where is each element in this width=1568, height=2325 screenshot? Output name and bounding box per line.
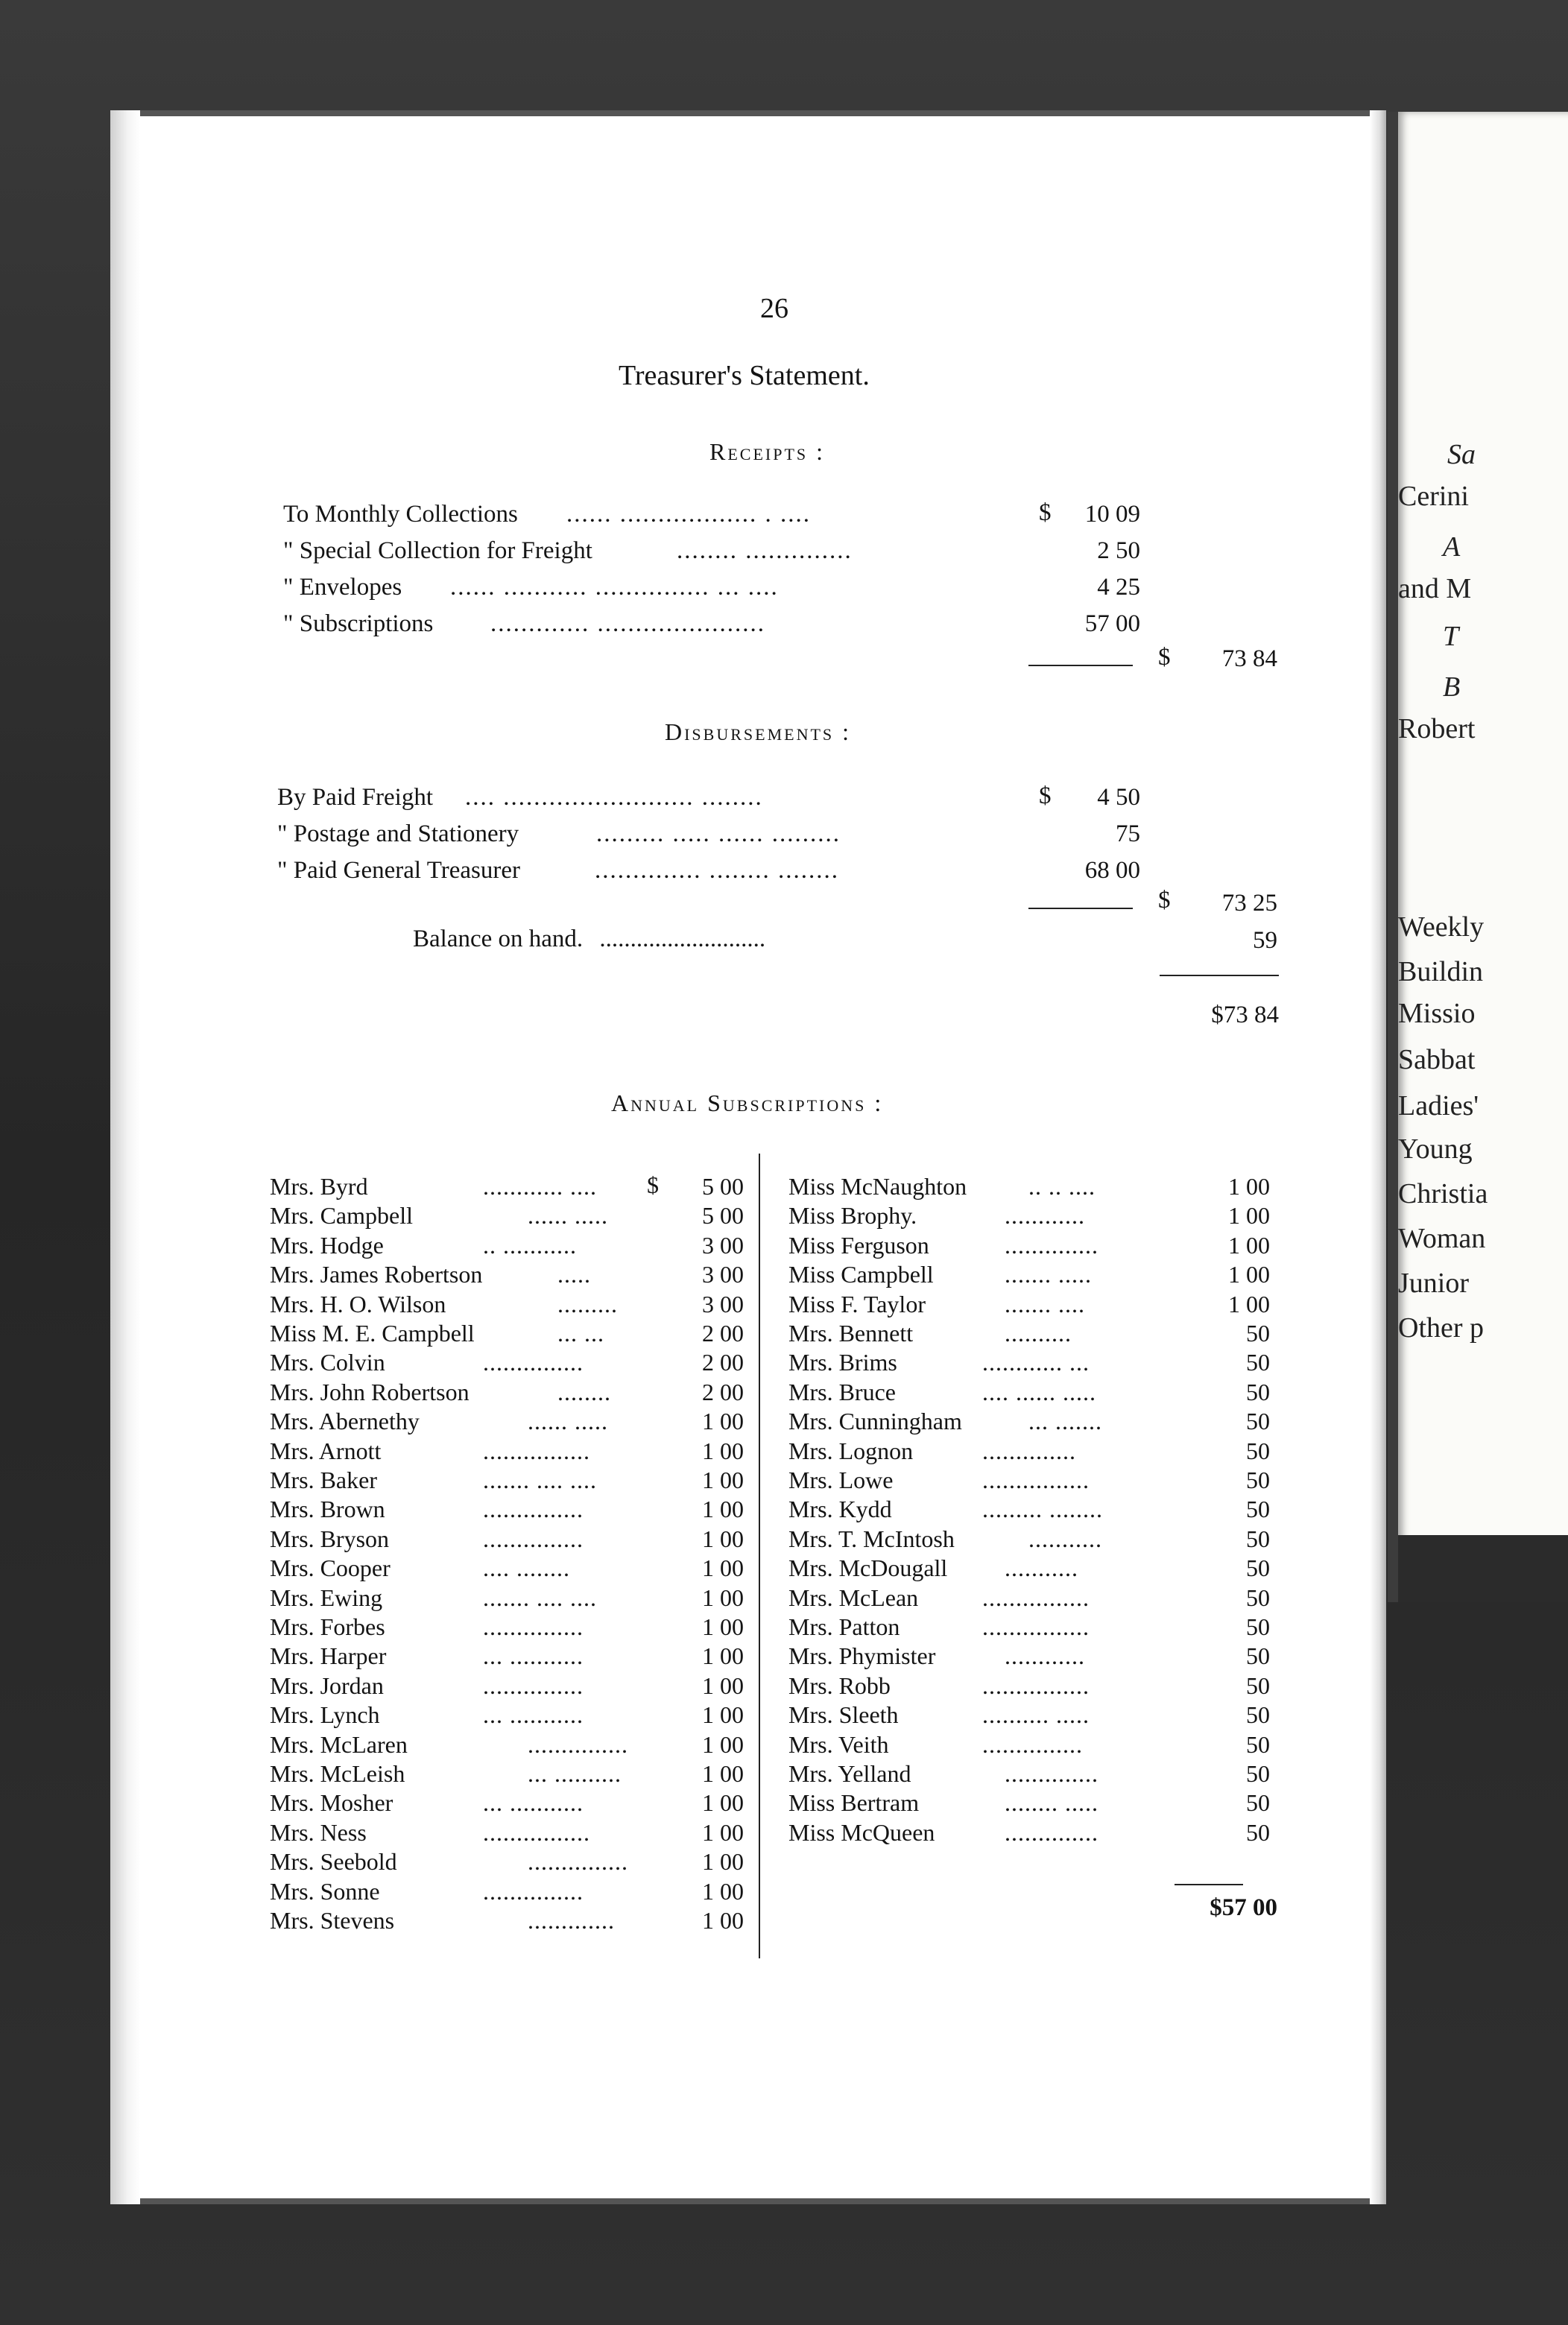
subscription-amount: 1 00 (702, 1907, 744, 1934)
subscription-name: Mrs. Sleeth (788, 1701, 899, 1729)
receipts-total-dollar: $ (1158, 644, 1171, 671)
subscription-name: Mrs. Sonne (270, 1877, 380, 1905)
subscription-amount: 50 (1246, 1437, 1270, 1464)
subscription-amount: 1 00 (702, 1496, 744, 1523)
subscription-amount: 50 (1246, 1408, 1270, 1435)
subscription-name: Mrs. McLean (788, 1584, 919, 1611)
subscription-amount: 50 (1246, 1760, 1270, 1787)
subscription-leader: ............. (528, 1907, 615, 1934)
page-gutter-shadow (110, 110, 140, 2204)
subscription-leader: ............ (1005, 1202, 1085, 1230)
subscription-leader: ................ (982, 1671, 1090, 1699)
subscription-leader: ............... (483, 1671, 584, 1699)
subscriptions-total-rule (1175, 1884, 1243, 1885)
subscription-name: Mrs. Yelland (788, 1760, 911, 1787)
subscription-leader: .... ........ (483, 1554, 570, 1582)
subscription-amount: 1 00 (1228, 1261, 1270, 1288)
subscription-name: Mrs. Forbes (270, 1613, 385, 1640)
receipts-row-leader: ........ .............. (677, 537, 853, 564)
subscription-amount: 1 00 (1228, 1290, 1270, 1318)
subscription-leader: ........ (557, 1378, 611, 1405)
subscription-name: Mrs. Harper (270, 1642, 387, 1670)
subscription-leader: .............. (1005, 1760, 1098, 1787)
subscription-leader: ....... ..... (1005, 1261, 1092, 1288)
facing-page-text-fragment: T (1443, 621, 1459, 652)
subscription-amount: 2 00 (702, 1349, 744, 1376)
receipts-row-amount: 57 00 (1084, 610, 1140, 637)
subscription-name: Miss McQueen (788, 1818, 935, 1846)
subscription-name: Mrs. Ewing (270, 1584, 383, 1611)
subscription-leader: ...... ..... (528, 1202, 608, 1230)
subscription-amount: 50 (1246, 1496, 1270, 1523)
subscription-amount: 1 00 (702, 1701, 744, 1729)
subscription-leader: ............... (483, 1349, 584, 1376)
receipts-row-label: To Monthly Collections (283, 501, 518, 528)
subscription-name: Mrs. Brown (270, 1496, 385, 1523)
disbursements-total-amount: 73 25 (1221, 890, 1277, 917)
receipts-row-amount: 2 50 (1097, 537, 1140, 564)
subscription-amount: 1 00 (1228, 1231, 1270, 1259)
subscription-leader: ........... (1005, 1554, 1078, 1582)
subscription-amount: 50 (1246, 1554, 1270, 1582)
subscription-amount: 3 00 (702, 1261, 744, 1288)
subscription-leader: ... ........... (483, 1789, 584, 1817)
subscription-name: Mrs. Colvin (270, 1349, 385, 1376)
subscription-leader: ...... ..... (528, 1408, 608, 1435)
subscription-name: Mrs. Veith (788, 1730, 889, 1758)
subscription-name: Mrs. Cunningham (788, 1408, 962, 1435)
subscription-leader: ... ... (557, 1320, 604, 1347)
facing-page-text-fragment: Young (1398, 1133, 1473, 1165)
subscription-name: Mrs. McLaren (270, 1730, 408, 1758)
facing-page-text-fragment: Robert (1398, 713, 1476, 744)
disbursements-subtotal-rule (1028, 908, 1133, 909)
grand-total: $73 84 (1211, 1002, 1279, 1028)
subscription-name: Mrs. Bryson (270, 1525, 390, 1552)
subscription-amount: 50 (1246, 1467, 1270, 1493)
balance-label (413, 926, 765, 953)
facing-page-text-fragment: B (1443, 671, 1461, 703)
subscription-name: Mrs. Phymister (788, 1642, 936, 1670)
subscription-amount: 50 (1246, 1525, 1270, 1552)
disbursements-row-label: " Postage and Stationery (277, 820, 519, 847)
subscription-leader: ........... (1028, 1525, 1102, 1552)
disbursements-row-leader: .... ......................... ........ (465, 784, 763, 811)
subscription-leader: ............... (528, 1848, 628, 1876)
facing-page-text-fragment: Cerini (1398, 481, 1469, 512)
subscription-name: Mrs. Baker (270, 1467, 377, 1493)
subscription-leader: ................ (982, 1467, 1090, 1493)
facing-page-text-fragment: A (1443, 531, 1461, 563)
balance-amount: 59 (1253, 927, 1277, 954)
subscription-leader: ..... (557, 1261, 591, 1288)
subscription-name: Mrs. Arnott (270, 1437, 382, 1464)
disbursements-row-amount: 75 (1116, 820, 1140, 847)
subscription-name: Mrs. H. O. Wilson (270, 1290, 446, 1318)
subscription-leader: ......... (557, 1290, 618, 1318)
subscription-leader: ... .......... (528, 1760, 622, 1787)
facing-page-text-fragment: Woman (1398, 1223, 1486, 1254)
subscription-name: Mrs. Jordan (270, 1671, 384, 1699)
subscription-amount: 1 00 (702, 1877, 744, 1905)
subscription-leader: ....... .... .... (483, 1584, 597, 1611)
subscriptions-total: $57 00 (1210, 1894, 1277, 1921)
subscription-name: Mrs. John Robertson (270, 1378, 470, 1405)
facing-page-text-fragment: Other p (1398, 1312, 1485, 1344)
subscription-leader: ....... .... .... (483, 1467, 597, 1493)
subscription-name: Miss McNaughton (788, 1173, 967, 1200)
subscription-name: Mrs. T. McIntosh (788, 1525, 955, 1552)
receipts-row-leader: ...... .................. . .... (566, 501, 811, 528)
subscription-amount: 50 (1246, 1349, 1270, 1376)
subscription-leader: .......... ..... (982, 1701, 1090, 1729)
facing-page-text-fragment: Missio (1398, 998, 1476, 1029)
receipts-row-leader: ...... ........... ............... ... .... (450, 574, 779, 601)
subscription-amount: 1 00 (702, 1818, 744, 1846)
subscription-amount: 1 00 (702, 1789, 744, 1817)
subscription-leader: ... ........... (483, 1642, 584, 1670)
subscription-name: Mrs. Abernethy (270, 1408, 420, 1435)
facing-page-text-fragment: and M (1398, 573, 1472, 604)
subscription-name: Mrs. Campbell (270, 1202, 413, 1230)
subscription-name: Miss Ferguson (788, 1231, 929, 1259)
receipts-subtotal-rule (1028, 665, 1133, 666)
facing-page-text-fragment: Sabbat (1398, 1044, 1476, 1075)
grand-total-rule (1160, 975, 1279, 976)
subscription-amount: 1 00 (702, 1437, 744, 1464)
subscription-amount: 1 00 (702, 1525, 744, 1552)
subscription-amount: 5 00 (702, 1173, 744, 1200)
subscription-name: Miss Bertram (788, 1789, 920, 1817)
subscription-amount: 50 (1246, 1730, 1270, 1758)
subscription-amount: 50 (1246, 1701, 1270, 1729)
subscription-leader: ............... (528, 1730, 628, 1758)
subscription-leader: ................ (982, 1613, 1090, 1640)
receipts-heading: Receipts : (709, 438, 826, 465)
subscription-amount: 1 00 (702, 1671, 744, 1699)
subscription-leader: ............... (483, 1525, 584, 1552)
subscription-name: Mrs. Lognon (788, 1437, 914, 1464)
subscription-leader: ................ (483, 1437, 590, 1464)
subscription-name: Mrs. Lynch (270, 1701, 380, 1729)
subscription-amount: 2 00 (702, 1378, 744, 1405)
facing-page-text-fragment: Christia (1398, 1178, 1488, 1209)
document-page (110, 110, 1386, 2204)
receipts-row-label: " Special Collection for Freight (283, 537, 592, 564)
subscription-leader: ............... (483, 1613, 584, 1640)
facing-page-text-fragment: Sa (1447, 439, 1476, 470)
subscription-name: Mrs. Bennett (788, 1320, 914, 1347)
subscriptions-left-dollar: $ (647, 1171, 659, 1198)
subscription-amount: 1 00 (1228, 1202, 1270, 1230)
subscription-name: Mrs. Seebold (270, 1848, 397, 1876)
subscription-amount: 50 (1246, 1818, 1270, 1846)
subscription-name: Mrs. Cooper (270, 1554, 391, 1582)
facing-page-text-fragment: Junior (1398, 1268, 1469, 1299)
disbursements-row-leader: ......... ..... ...... ......... (596, 820, 841, 847)
disbursements-row-label: " Paid General Treasurer (277, 857, 520, 884)
subscription-amount: 1 00 (702, 1613, 744, 1640)
receipts-row-amount: 10 09 (1084, 501, 1140, 528)
subscription-name: Miss Campbell (788, 1261, 934, 1288)
subscription-name: Miss M. E. Campbell (270, 1320, 475, 1347)
subscription-amount: 3 00 (702, 1231, 744, 1259)
subscription-amount: 3 00 (702, 1290, 744, 1318)
subscription-leader: ................ (982, 1584, 1090, 1611)
subscription-amount: 50 (1246, 1320, 1270, 1347)
subscription-amount: 50 (1246, 1642, 1270, 1670)
subscription-name: Mrs. Byrd (270, 1173, 368, 1200)
receipts-total-amount: 73 84 (1221, 645, 1277, 672)
subscription-leader: .. .. .... (1028, 1173, 1096, 1200)
subscription-name: Mrs. Ness (270, 1818, 367, 1846)
receipts-row-leader: ............. ...................... (490, 610, 765, 637)
subscription-name: Mrs. McLeish (270, 1760, 405, 1787)
subscription-name: Mrs. Bruce (788, 1378, 896, 1405)
subscription-leader: ................ (483, 1818, 590, 1846)
facing-page-torn-area (1398, 1535, 1568, 1602)
disbursements-heading: Disbursements : (665, 718, 852, 745)
subscription-amount: 50 (1246, 1584, 1270, 1611)
receipts-row-amount: 4 25 (1097, 574, 1140, 601)
subscription-leader: ............... (483, 1877, 584, 1905)
subscription-name: Mrs. Stevens (270, 1907, 395, 1934)
disbursements-row-dollar: $ (1039, 782, 1052, 809)
subscription-amount: 5 00 (702, 1202, 744, 1230)
subscription-amount: 1 00 (702, 1554, 744, 1582)
subscription-amount: 1 00 (702, 1642, 744, 1670)
subscription-amount: 1 00 (702, 1760, 744, 1787)
receipts-row-label: " Envelopes (283, 574, 402, 601)
subscription-amount: 1 00 (702, 1467, 744, 1493)
subscription-leader: .............. (1005, 1231, 1098, 1259)
subscription-amount: 50 (1246, 1378, 1270, 1405)
subscription-name: Mrs. Kydd (788, 1496, 892, 1523)
subscription-name: Mrs. Patton (788, 1613, 900, 1640)
subscription-name: Miss Brophy. (788, 1202, 917, 1230)
subscription-leader: ............ (1005, 1642, 1085, 1670)
subscription-amount: 1 00 (702, 1730, 744, 1758)
subscription-leader: ............... (982, 1730, 1083, 1758)
subscription-name: Mrs. McDougall (788, 1554, 948, 1582)
subscription-leader: ............... (483, 1496, 584, 1523)
balance-leader: ........................... (599, 926, 766, 952)
subscription-amount: 1 00 (702, 1584, 744, 1611)
subscription-leader: ... ....... (1028, 1408, 1102, 1435)
subscription-name: Mrs. Robb (788, 1671, 891, 1699)
facing-page (1388, 112, 1568, 1602)
subscription-leader: ............ .... (483, 1173, 597, 1200)
subscription-leader: ....... .... (1005, 1290, 1085, 1318)
subscription-leader: .......... (1005, 1320, 1072, 1347)
subscription-name: Miss F. Taylor (788, 1290, 926, 1318)
subscriptions-heading: Annual Subscriptions : (611, 1089, 884, 1116)
subscription-name: Mrs. Mosher (270, 1789, 393, 1817)
subscription-leader: ........ ..... (1005, 1789, 1098, 1817)
subscription-amount: 50 (1246, 1789, 1270, 1817)
subscription-amount: 1 00 (702, 1408, 744, 1435)
page-number: 26 (760, 293, 788, 324)
subscription-leader: ......... ........ (982, 1496, 1103, 1523)
disbursements-row-amount: 4 50 (1097, 784, 1140, 811)
subscription-leader: .... ...... ..... (982, 1378, 1096, 1405)
disbursements-row-label: By Paid Freight (277, 784, 434, 811)
subscriptions-column-divider (759, 1154, 760, 1958)
subscription-leader: .............. (982, 1437, 1076, 1464)
subscription-name: Mrs. Brims (788, 1349, 897, 1376)
subscription-leader: ............ ... (982, 1349, 1090, 1376)
subscription-amount: 50 (1246, 1671, 1270, 1699)
disbursements-row-leader: .............. ........ ........ (595, 857, 839, 884)
disbursements-total-dollar: $ (1158, 887, 1171, 914)
subscription-amount: 1 00 (702, 1848, 744, 1876)
subscription-amount: 2 00 (702, 1320, 744, 1347)
subscription-name: Mrs. Hodge (270, 1231, 384, 1259)
disbursements-row-amount: 68 00 (1084, 857, 1140, 884)
facing-page-text-fragment: Ladies' (1398, 1090, 1479, 1122)
subscription-name: Mrs. James Robertson (270, 1261, 483, 1288)
subscription-leader: .. ........... (483, 1231, 577, 1259)
balance-label-text: Balance on hand. (413, 926, 584, 952)
receipts-row-label: " Subscriptions (283, 610, 434, 637)
facing-page-text-fragment: Buildin (1398, 956, 1484, 987)
subscription-name: Mrs. Lowe (788, 1467, 894, 1493)
page-edge-shadow (1370, 110, 1386, 2204)
subscription-leader: .............. (1005, 1818, 1098, 1846)
facing-page-text-fragment: Weekly (1398, 911, 1485, 943)
subscription-amount: 1 00 (1228, 1173, 1270, 1200)
subscription-leader: ... ........... (483, 1701, 584, 1729)
page-title: Treasurer's Statement. (619, 360, 870, 391)
receipts-row-dollar: $ (1039, 499, 1052, 526)
subscription-amount: 50 (1246, 1613, 1270, 1640)
